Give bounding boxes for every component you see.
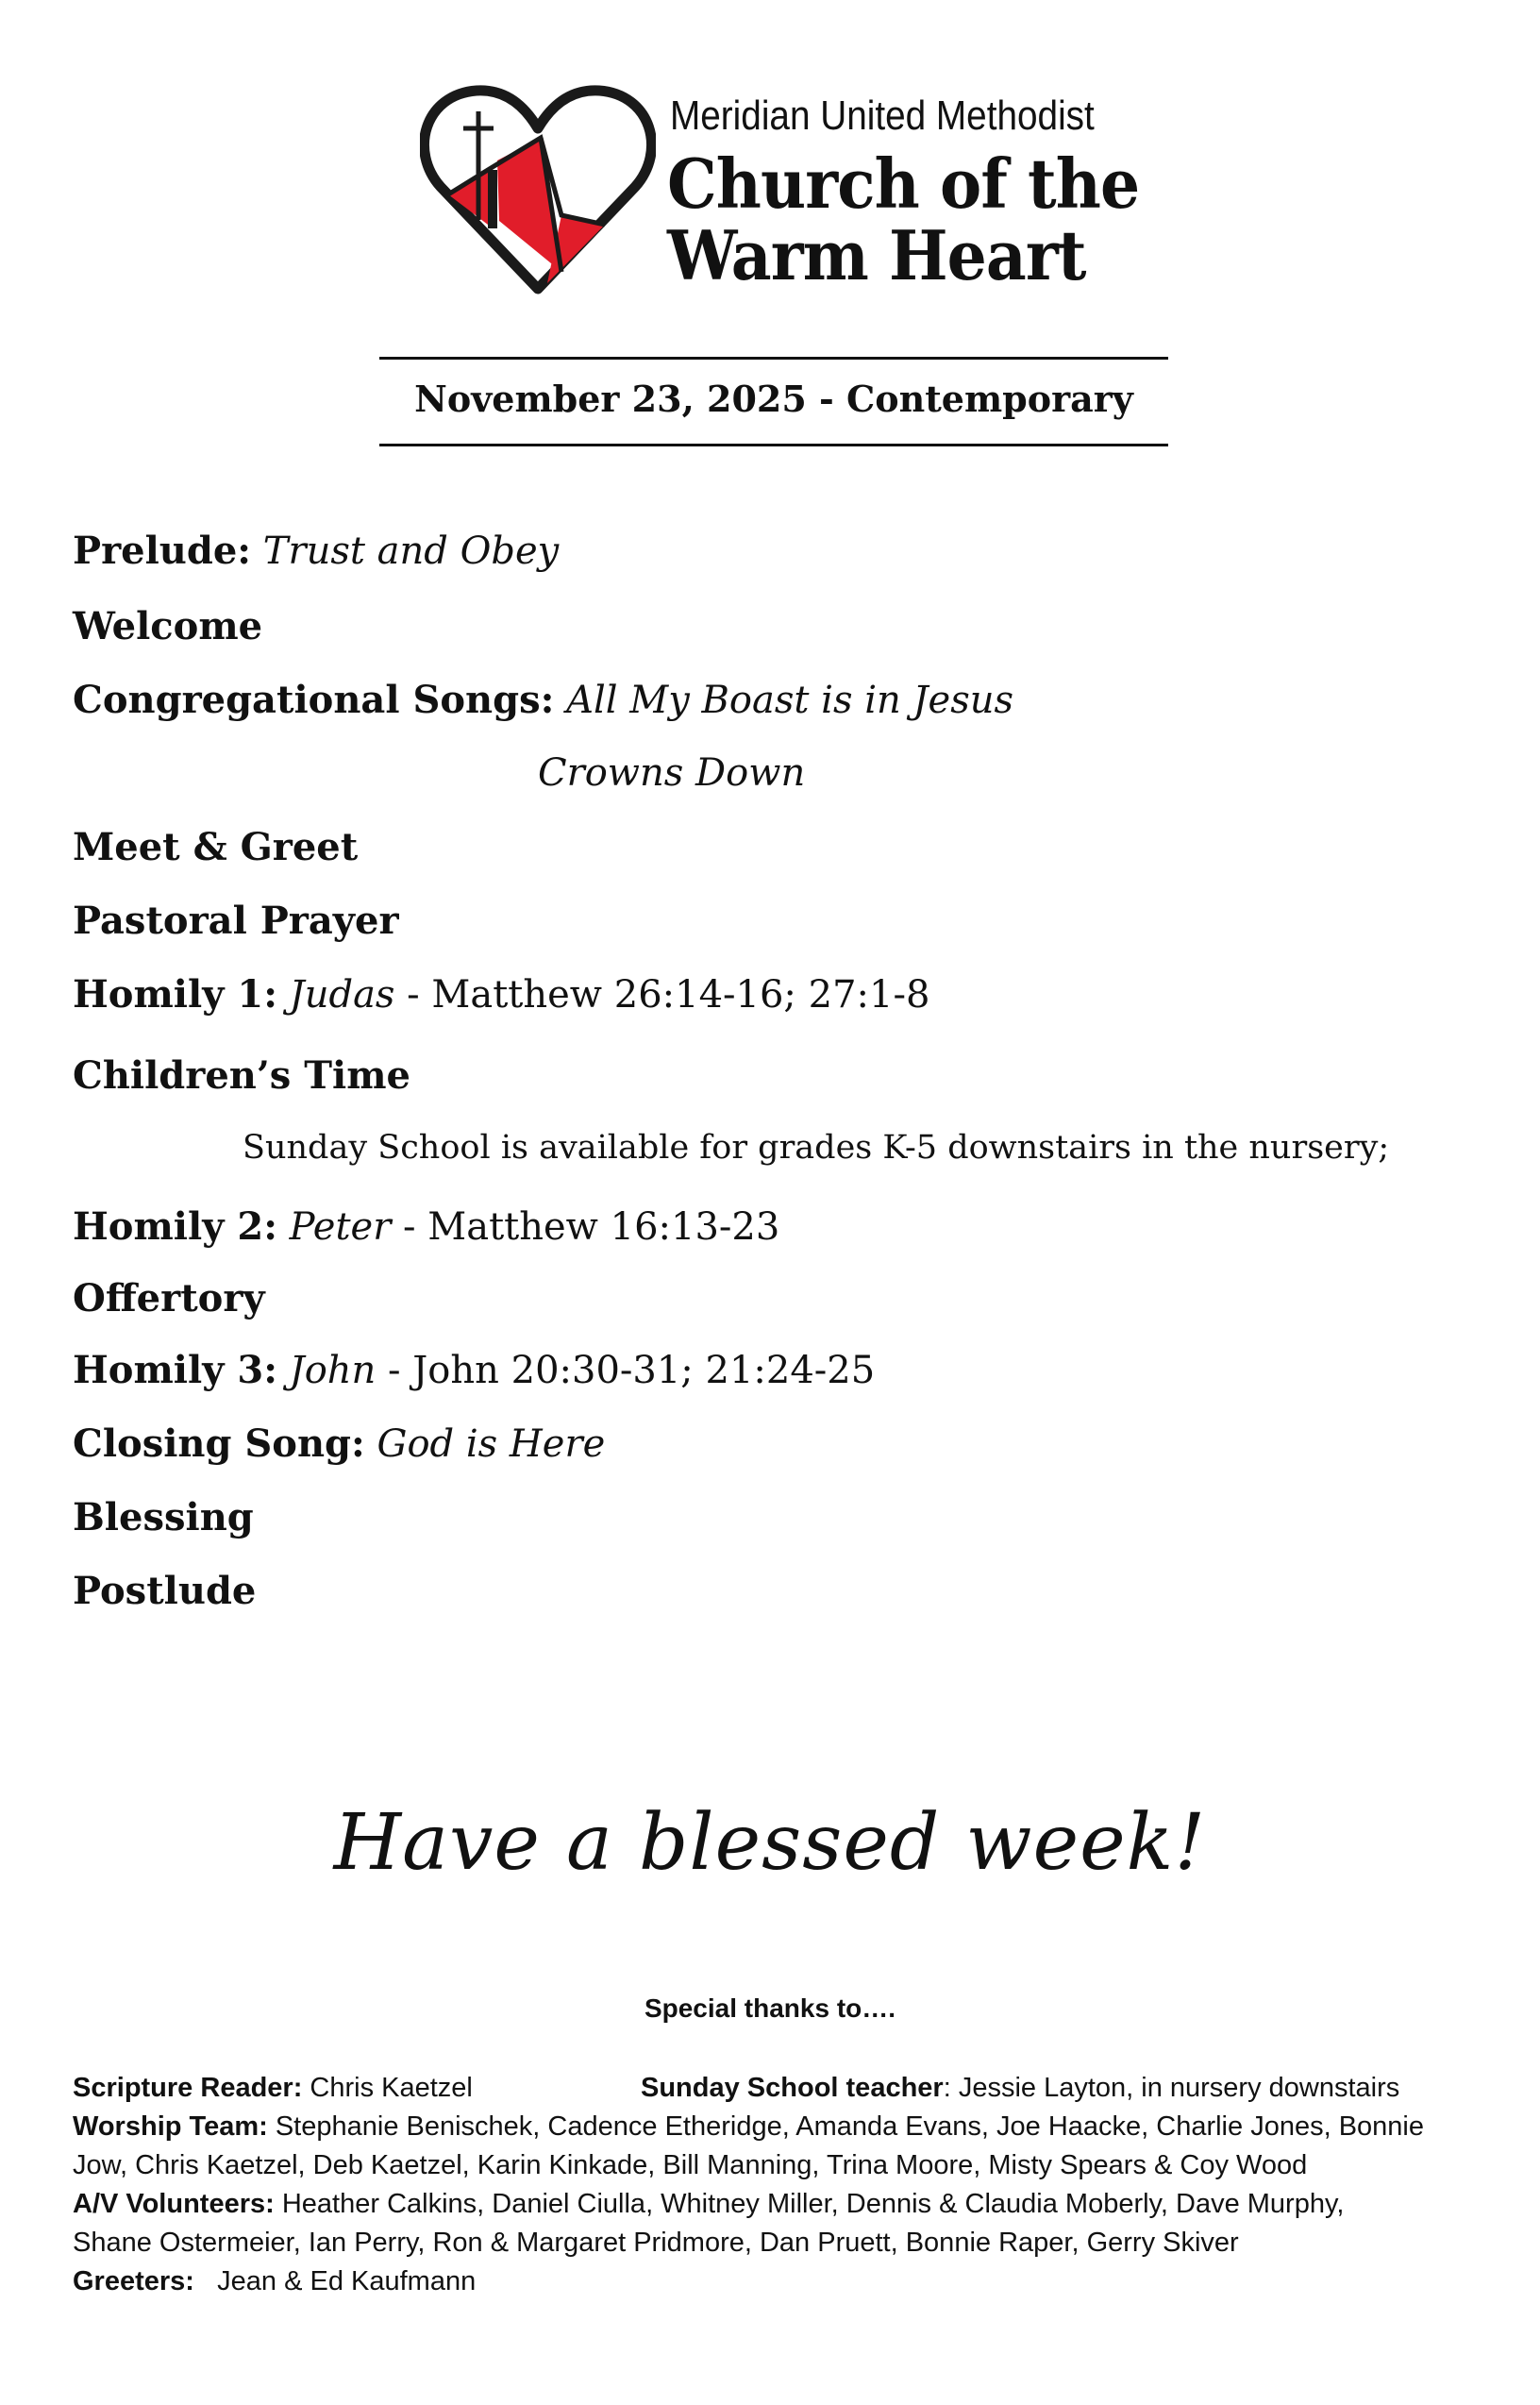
meet-label: Meet & Greet	[73, 825, 359, 869]
scripture-label: Scripture Reader:	[73, 2073, 303, 2103]
children-label: Children’s Time	[73, 1053, 410, 1098]
credits-line-4	[73, 2185, 1469, 2224]
homily2-row	[73, 1204, 779, 1249]
prelude-row	[73, 529, 559, 573]
credits-block	[73, 2069, 1469, 2301]
credits-line-5	[73, 2224, 1469, 2262]
children-row	[73, 1053, 410, 1098]
meet-row	[73, 825, 358, 869]
credits-line-6	[73, 2262, 1469, 2301]
prelude-title: Trust and Obey	[262, 530, 560, 573]
av-value-2: Shane Ostermeier, Ian Perry, Ron & Margaret Pridmore, Dan Pruett, Bonnie Raper, Gerry Skiver	[73, 2228, 1239, 2258]
songs-row	[73, 678, 1013, 722]
closing-title: God is Here	[377, 1422, 606, 1466]
thanks-heading: Special thanks to….	[644, 1993, 896, 2023]
blessing-label: Blessing	[73, 1495, 254, 1539]
homily3-separator: -	[376, 1349, 413, 1392]
homily3-reference: John 20:30-31; 21:24-25	[412, 1349, 876, 1392]
offertory-row	[73, 1276, 265, 1320]
homily3-title: John	[289, 1349, 377, 1392]
sunday-school-label: Sunday School teacher	[641, 2073, 944, 2103]
homily2-separator: -	[391, 1205, 428, 1249]
greeters-label: Greeters:	[73, 2266, 194, 2296]
homily1-separator: -	[394, 973, 432, 1017]
children-note: Sunday School is available for grades K-5 downstairs in the nursery;	[243, 1129, 1390, 1167]
postlude-label: Postlude	[73, 1569, 257, 1613]
sunday-school-value: : Jessie Layton, in nursery downstairs	[943, 2073, 1400, 2103]
scripture-value: Chris Kaetzel	[302, 2073, 473, 2103]
songs-label: Congregational Songs:	[73, 678, 555, 722]
heart-cross-icon	[420, 83, 656, 298]
credits-line-2	[73, 2108, 1469, 2146]
welcome-row	[73, 604, 262, 648]
homily2-reference: Matthew 16:13-23	[427, 1205, 780, 1249]
worship-label: Worship Team:	[73, 2111, 268, 2142]
av-label: A/V Volunteers:	[73, 2189, 275, 2219]
postlude-row	[73, 1569, 256, 1613]
homily3-label: Homily 3:	[73, 1348, 277, 1392]
blessing-row	[73, 1495, 254, 1539]
song-2-row	[538, 751, 805, 795]
sunday-school-credit	[641, 2069, 1399, 2108]
logo-subtitle: Meridian United Methodist	[670, 92, 1095, 139]
service-date: November 23, 2025 - Contemporary	[414, 378, 1133, 420]
greeters-value: Jean & Ed Kaufmann	[193, 2266, 477, 2296]
credits-line-1	[73, 2069, 1469, 2108]
homily2-title: Peter	[289, 1205, 392, 1249]
homily1-reference: Matthew 26:14-16; 27:1-8	[431, 973, 930, 1017]
worship-value-2: Jow, Chris Kaetzel, Deb Kaetzel, Karin Kinkade, Bill Manning, Trina Moore, Misty Spears & Coy Wood	[73, 2150, 1308, 2180]
homily3-row	[73, 1348, 875, 1392]
prelude-label: Prelude:	[73, 529, 252, 573]
logo-name-line2: Warm Heart	[667, 215, 1086, 295]
credits-line-3	[73, 2146, 1469, 2185]
closing-message: Have a blessed week!	[333, 1798, 1207, 1888]
welcome-label: Welcome	[73, 604, 263, 648]
homily2-label: Homily 2:	[73, 1204, 277, 1249]
closing-label: Closing Song:	[73, 1421, 365, 1466]
prayer-row	[73, 899, 399, 943]
prayer-label: Pastoral Prayer	[73, 899, 399, 943]
worship-value-1: Stephanie Benischek, Cadence Etheridge, Amanda Evans, Joe Haacke, Charlie Jones, Bonnie	[267, 2111, 1424, 2142]
song-title-2: Crowns Down	[538, 751, 806, 795]
song-title-1: All My Boast is in Jesus	[566, 679, 1014, 722]
logo-name-line1: Church of the	[667, 143, 1140, 224]
homily1-label: Homily 1:	[73, 972, 277, 1017]
closing-row	[73, 1421, 605, 1466]
bottom-divider	[379, 444, 1168, 446]
top-divider	[379, 357, 1168, 360]
offertory-label: Offertory	[73, 1276, 265, 1320]
church-logo	[420, 83, 1140, 302]
homily1-row	[73, 972, 929, 1017]
av-value-1: Heather Calkins, Daniel Ciulla, Whitney Miller, Dennis & Claudia Moberly, Dave Murphy,	[274, 2189, 1345, 2219]
homily1-title: Judas	[289, 973, 395, 1017]
